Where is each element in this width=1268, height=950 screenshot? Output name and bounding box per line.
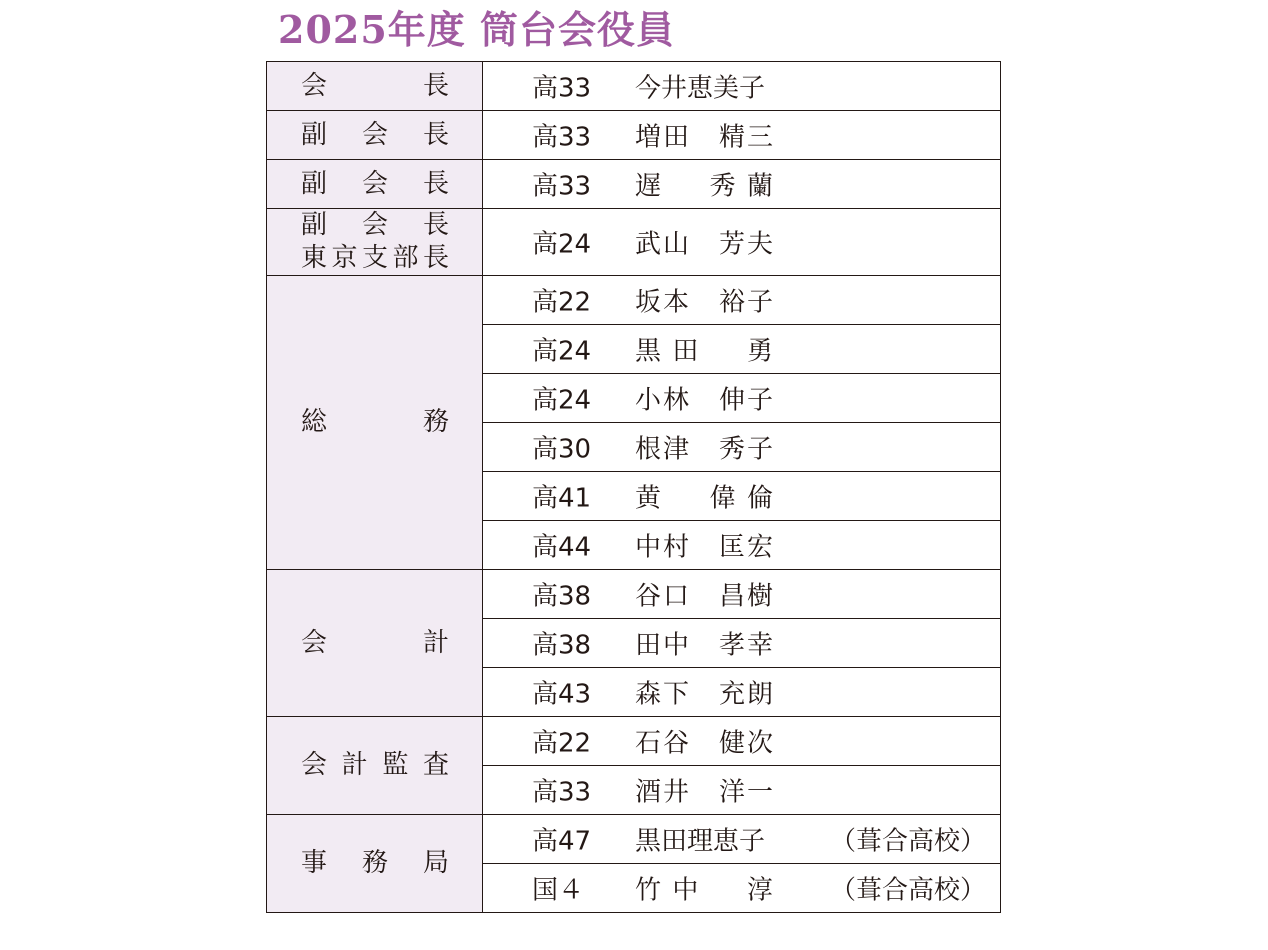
member-cell	[483, 374, 1001, 423]
member-class: 高43	[532, 679, 592, 710]
table-row	[267, 209, 1001, 276]
role-line: 会計監査	[301, 750, 449, 780]
role-label	[301, 406, 449, 439]
role-label	[301, 627, 449, 660]
member-name: 田中 孝幸	[635, 630, 773, 661]
officer-table-body	[267, 62, 1001, 913]
member-name: 森下 充朗	[635, 679, 773, 710]
role-cell	[267, 209, 483, 276]
role-cell	[267, 717, 483, 815]
table-row	[267, 815, 1001, 864]
member-name: 竹中 淳	[635, 875, 773, 906]
role-line: 会長	[301, 70, 449, 101]
table-row	[267, 570, 1001, 619]
member-class: 高30	[532, 434, 592, 465]
role-cell	[267, 62, 483, 111]
officer-table	[266, 61, 1001, 913]
member-cell	[483, 766, 1001, 815]
member-cell	[483, 668, 1001, 717]
member-cell	[483, 423, 1001, 472]
role-line: 副会長	[301, 119, 449, 150]
member-name: 増田 精三	[635, 122, 773, 153]
member-class: 高33	[532, 73, 592, 104]
member-cell	[483, 472, 1001, 521]
table-row	[267, 111, 1001, 160]
member-cell	[483, 111, 1001, 160]
member-cell	[483, 521, 1001, 570]
role-cell	[267, 276, 483, 570]
member-name: 小林 伸子	[635, 385, 773, 416]
member-name: 坂本 裕子	[635, 287, 773, 318]
member-name: 今井恵美子	[635, 73, 766, 104]
role-line: 事務局	[301, 848, 449, 878]
member-class: 高44	[532, 532, 592, 563]
role-line: 総務	[301, 407, 449, 437]
member-cell	[483, 815, 1001, 864]
role-cell	[267, 570, 483, 717]
role-cell	[267, 111, 483, 160]
member-class: 高24	[532, 336, 592, 367]
member-cell	[483, 62, 1001, 111]
member-cell	[483, 864, 1001, 913]
member-class: 高33	[532, 171, 592, 202]
member-cell	[483, 160, 1001, 209]
role-cell	[267, 160, 483, 209]
member-class: 高38	[532, 581, 592, 612]
member-class: 高41	[532, 483, 592, 514]
member-class: 高24	[532, 385, 592, 416]
role-label	[301, 209, 449, 275]
member-class: 高38	[532, 630, 592, 661]
table-row	[267, 160, 1001, 209]
member-name: 武山 芳夫	[635, 229, 773, 260]
member-name: 中村 匡宏	[635, 532, 773, 563]
member-name: 黒田 勇	[635, 336, 773, 367]
role-line: 東京支部長	[301, 243, 449, 273]
member-affiliation: （葺合高校）	[829, 875, 986, 906]
member-cell	[483, 570, 1001, 619]
role-label	[301, 749, 449, 782]
role-label	[301, 847, 449, 880]
table-row	[267, 276, 1001, 325]
member-cell	[483, 276, 1001, 325]
role-line: 副会長	[301, 210, 449, 240]
table-row	[267, 62, 1001, 111]
table-row	[267, 717, 1001, 766]
member-cell	[483, 619, 1001, 668]
member-class: 高33	[532, 122, 592, 153]
member-name: 黄 偉倫	[635, 483, 773, 514]
member-name: 谷口 昌樹	[635, 581, 773, 612]
member-name: 黒田理恵子	[635, 826, 766, 857]
role-line: 会計	[301, 627, 449, 658]
role-cell	[267, 815, 483, 913]
member-class: 国４	[532, 875, 585, 906]
member-affiliation: （葺合高校）	[829, 826, 986, 857]
member-class: 高47	[532, 826, 592, 857]
role-label	[301, 70, 449, 103]
member-cell	[483, 209, 1001, 276]
member-name: 根津 秀子	[635, 434, 773, 465]
member-class: 高22	[532, 728, 592, 759]
member-name: 石谷 健次	[635, 728, 773, 759]
member-name: 遅 秀蘭	[635, 171, 773, 202]
role-label	[301, 119, 449, 152]
role-label	[301, 168, 449, 201]
member-class: 高33	[532, 777, 592, 808]
role-line: 副会長	[301, 168, 449, 199]
member-class: 高24	[532, 229, 592, 260]
member-cell	[483, 325, 1001, 374]
member-class: 高22	[532, 287, 592, 318]
member-cell	[483, 717, 1001, 766]
member-name: 酒井 洋一	[635, 777, 773, 808]
page-title: 2025年度 筒台会役員	[278, 7, 675, 52]
